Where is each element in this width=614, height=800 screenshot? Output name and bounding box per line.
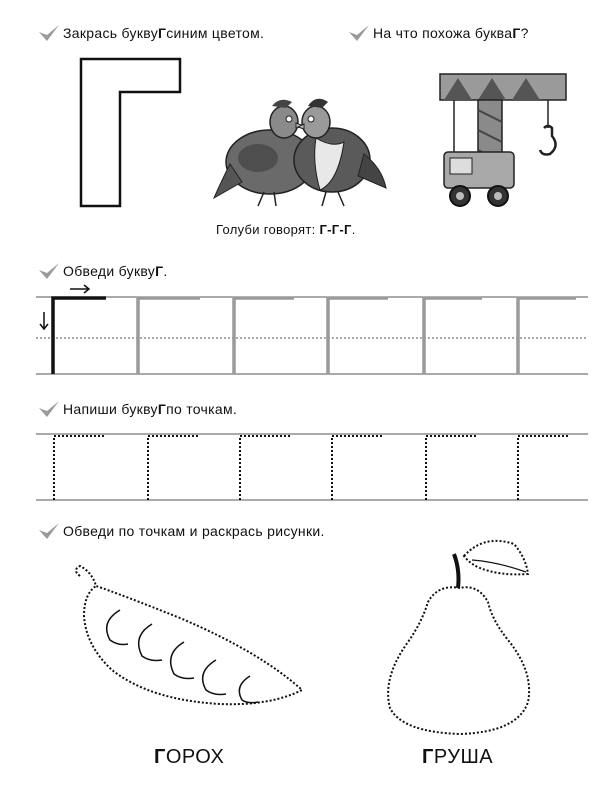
instruction-text-2b: ? (520, 25, 529, 41)
checkmark-icon (38, 262, 60, 280)
word-pear-rest: РУША (433, 746, 494, 768)
instruction-text-2: На что похожа буква (373, 25, 513, 41)
instruction-color-letter (38, 24, 264, 42)
instruction-text-1b: синим цветом. (166, 25, 265, 41)
trace-letter (328, 298, 388, 374)
word-pear (422, 746, 493, 769)
pigeons-illustration (212, 92, 388, 212)
instruction-what-looks-like (348, 24, 529, 42)
arrow-right-icon (70, 285, 89, 293)
instruction-trace-drawings (38, 522, 325, 540)
word-pear-first-letter: Г (422, 746, 434, 768)
arrow-down-icon (40, 312, 48, 329)
trace-letter (138, 298, 200, 374)
letter-outline-shape[interactable] (80, 58, 182, 208)
trace-letter (424, 298, 482, 374)
instruction-text-1: Закрась букву (63, 25, 158, 41)
instruction-text-4b: по точкам. (166, 401, 238, 417)
trace-row[interactable] (0, 280, 614, 380)
checkmark-icon (38, 24, 60, 42)
instruction-text-3b: . (163, 263, 168, 279)
crane-illustration (438, 66, 568, 216)
instruction-text-3: Обведи букву (63, 263, 156, 279)
instruction-text-4: Напиши букву (63, 401, 158, 417)
instruction-letter-1: Г (158, 25, 167, 41)
instruction-letter-2: Г (512, 25, 521, 41)
checkmark-icon (348, 24, 370, 42)
instruction-write-by-dots (38, 400, 237, 418)
checkmark-icon (38, 400, 60, 418)
instruction-trace-letter (38, 262, 168, 280)
trace-letter (518, 298, 576, 374)
pigeons-caption (216, 222, 356, 237)
instruction-text-5: Обведи по точкам и раскрась рисунки. (63, 523, 325, 539)
word-peas (154, 746, 224, 769)
pea-pod-drawing[interactable] (70, 566, 310, 716)
caption-sound: Г-Г-Г (319, 222, 352, 237)
pear-drawing[interactable] (380, 532, 540, 742)
checkmark-icon (38, 522, 60, 540)
caption-text: Голуби говорят: (216, 222, 320, 237)
dotted-row[interactable] (0, 426, 614, 506)
instruction-letter-4: Г (157, 401, 167, 417)
instruction-letter-3: Г (155, 263, 164, 279)
word-peas-first-letter: Г (154, 746, 166, 768)
caption-dot: . (351, 222, 356, 237)
word-peas-rest: ОРОХ (165, 746, 225, 768)
trace-letter (234, 298, 294, 374)
